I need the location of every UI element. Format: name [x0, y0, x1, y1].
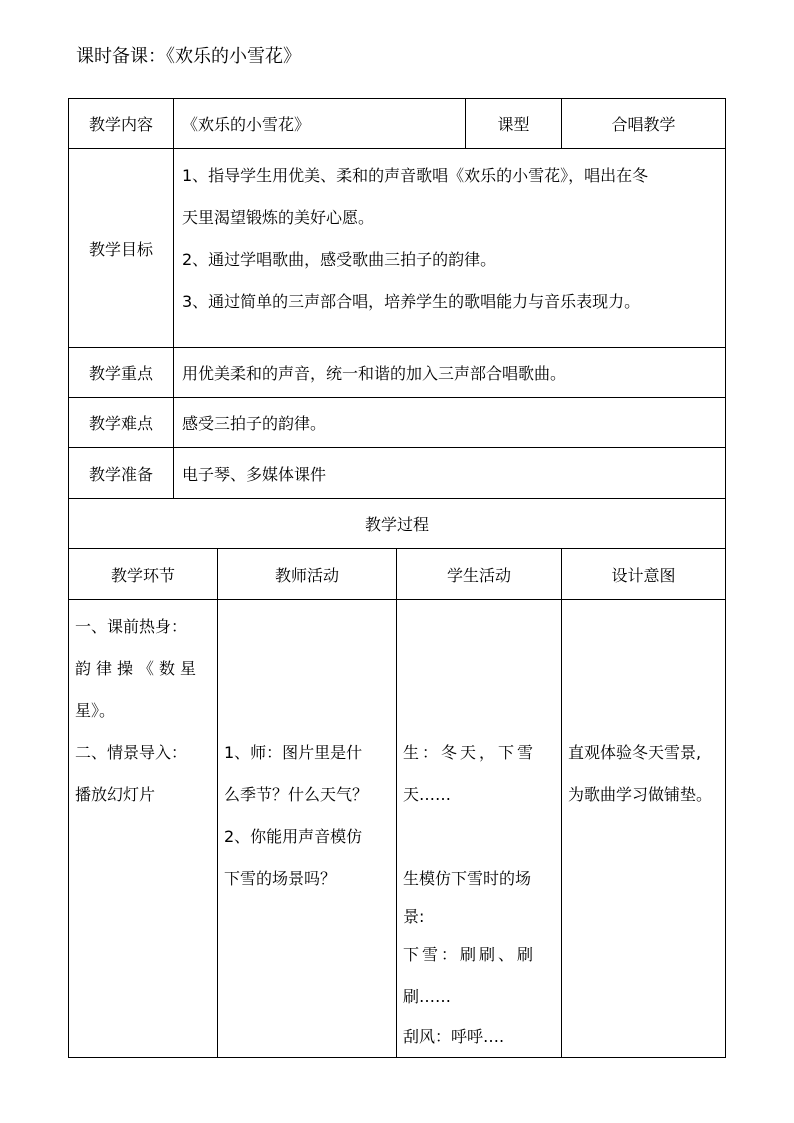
stage-line: 一、课前热身：	[75, 617, 188, 636]
content-value: 《欢乐的小雪花》	[174, 99, 466, 149]
difficulty-row	[69, 398, 726, 448]
stage-line: 星》。	[75, 701, 116, 720]
stage-line: 二、情景导入：	[75, 743, 188, 762]
content-label: 教学内容	[69, 99, 174, 149]
process-header-row	[69, 549, 726, 600]
process-title: 教学过程	[69, 499, 726, 549]
student-cell	[397, 600, 562, 1058]
student-line: 生模仿下雪时的场	[403, 869, 532, 888]
objectives-row	[69, 149, 726, 348]
student-line: 景:	[403, 907, 425, 926]
process-title-row	[69, 499, 726, 549]
student-line: 天……	[403, 785, 452, 804]
stage-line: 播放幻灯片	[75, 785, 156, 804]
objective-line: 1、指导学生用优美、柔和的声音歌唱《欢乐的小雪花》，唱出在冬	[182, 166, 649, 185]
intent-line: 直观体验冬天雪景,	[568, 743, 702, 762]
teacher-line: 1、师：图片里是什	[224, 743, 363, 762]
objectives-list	[174, 149, 726, 348]
page-title: 课时备课：《欢乐的小雪花》	[76, 46, 301, 67]
key-point-value: 用优美柔和的声音，统一和谐的加入三声部合唱歌曲。	[174, 348, 726, 398]
student-line: 刮风：呼呼….	[403, 1027, 505, 1046]
preparation-label: 教学准备	[69, 448, 174, 499]
intent-cell	[562, 600, 726, 1058]
content-row	[69, 99, 726, 149]
difficulty-label: 教学难点	[69, 398, 174, 448]
lesson-plan-table	[68, 98, 726, 1058]
process-body-row	[69, 600, 726, 1058]
preparation-value: 电子琴、多媒体课件	[174, 448, 726, 499]
key-point-row	[69, 348, 726, 398]
teacher-line: 么季节？什么天气？	[224, 785, 369, 804]
objectives-label: 教学目标	[69, 149, 174, 348]
student-line: 刷……	[403, 987, 452, 1006]
difficulty-value: 感受三拍子的韵律。	[174, 398, 726, 448]
stage-cell	[69, 600, 218, 1058]
header-student: 学生活动	[397, 549, 562, 600]
stage-line: 韵律操《数星	[75, 659, 202, 678]
objective-line: 2、通过学唱歌曲，感受歌曲三拍子的韵律。	[182, 250, 497, 269]
type-label: 课型	[466, 99, 562, 149]
teacher-line: 2、你能用声音模仿	[224, 827, 363, 846]
objective-line: 3、通过简单的三声部合唱，培养学生的歌唱能力与音乐表现力。	[182, 292, 641, 311]
preparation-row	[69, 448, 726, 499]
header-stage: 教学环节	[69, 549, 218, 600]
key-point-label: 教学重点	[69, 348, 174, 398]
header-intent: 设计意图	[562, 549, 726, 600]
student-line: 生：冬天，下雪	[403, 743, 537, 762]
header-teacher: 教师活动	[218, 549, 397, 600]
student-line: 下雪：刷刷、刷	[403, 945, 537, 964]
objective-line: 天里渴望锻炼的美好心愿。	[182, 208, 375, 227]
teacher-line: 下雪的场景吗？	[224, 869, 337, 888]
type-value: 合唱教学	[562, 99, 726, 149]
teacher-cell	[218, 600, 397, 1058]
intent-line: 为歌曲学习做铺垫。	[568, 785, 713, 804]
